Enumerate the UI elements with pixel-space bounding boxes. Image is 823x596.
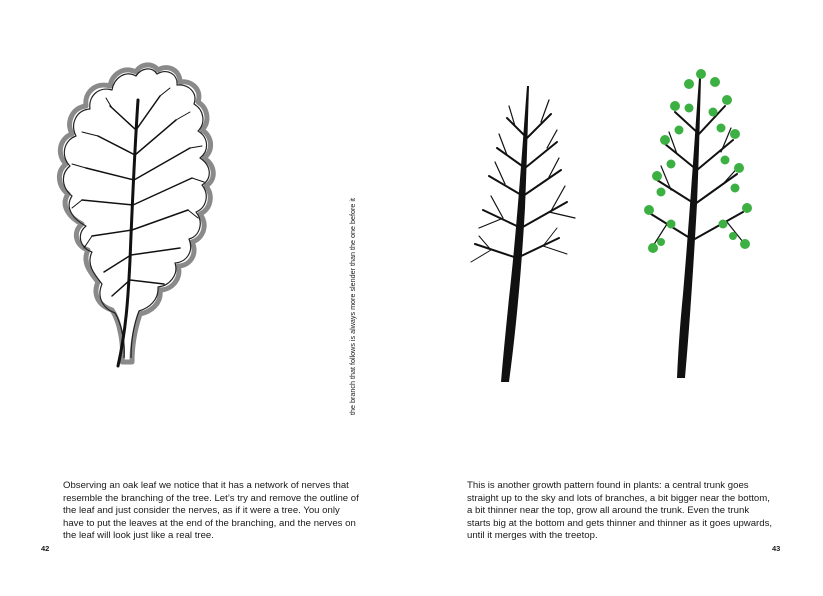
leafy-tree-trunk: [677, 78, 701, 378]
bare-tree-trunk: [501, 86, 529, 382]
bare-tree-illustration: [461, 78, 591, 388]
right-page-number: 43: [772, 544, 781, 553]
right-body-text: This is another growth pattern found in plants: a central trunk goes straight up to the sky and lots of branches, a bit bigger near the bottom, a bit thinner near the top, grow all around the trunk. Even the trunk starts big at the bottom and gets thinner and thinner as it goes upwards, until it merges with the treetop.: [467, 480, 773, 542]
oak-leaf-illustration: [52, 60, 222, 370]
left-body-text: Observing an oak leaf we notice that it has a network of nerves that resemble the branching of the tree. Let’s try and remove the outline of the leaf and just consider the nerves, as if it were a tree. You only have to put the leaves at the end of the branching, and the nerves on the leaf will look just like a real tree.: [63, 480, 359, 542]
vertical-caption: the branch that follows is always more slender than the one before it: [348, 198, 357, 415]
leafy-tree-illustration: [631, 64, 771, 384]
left-page-number: 42: [41, 544, 50, 553]
right-page: [411, 0, 823, 596]
